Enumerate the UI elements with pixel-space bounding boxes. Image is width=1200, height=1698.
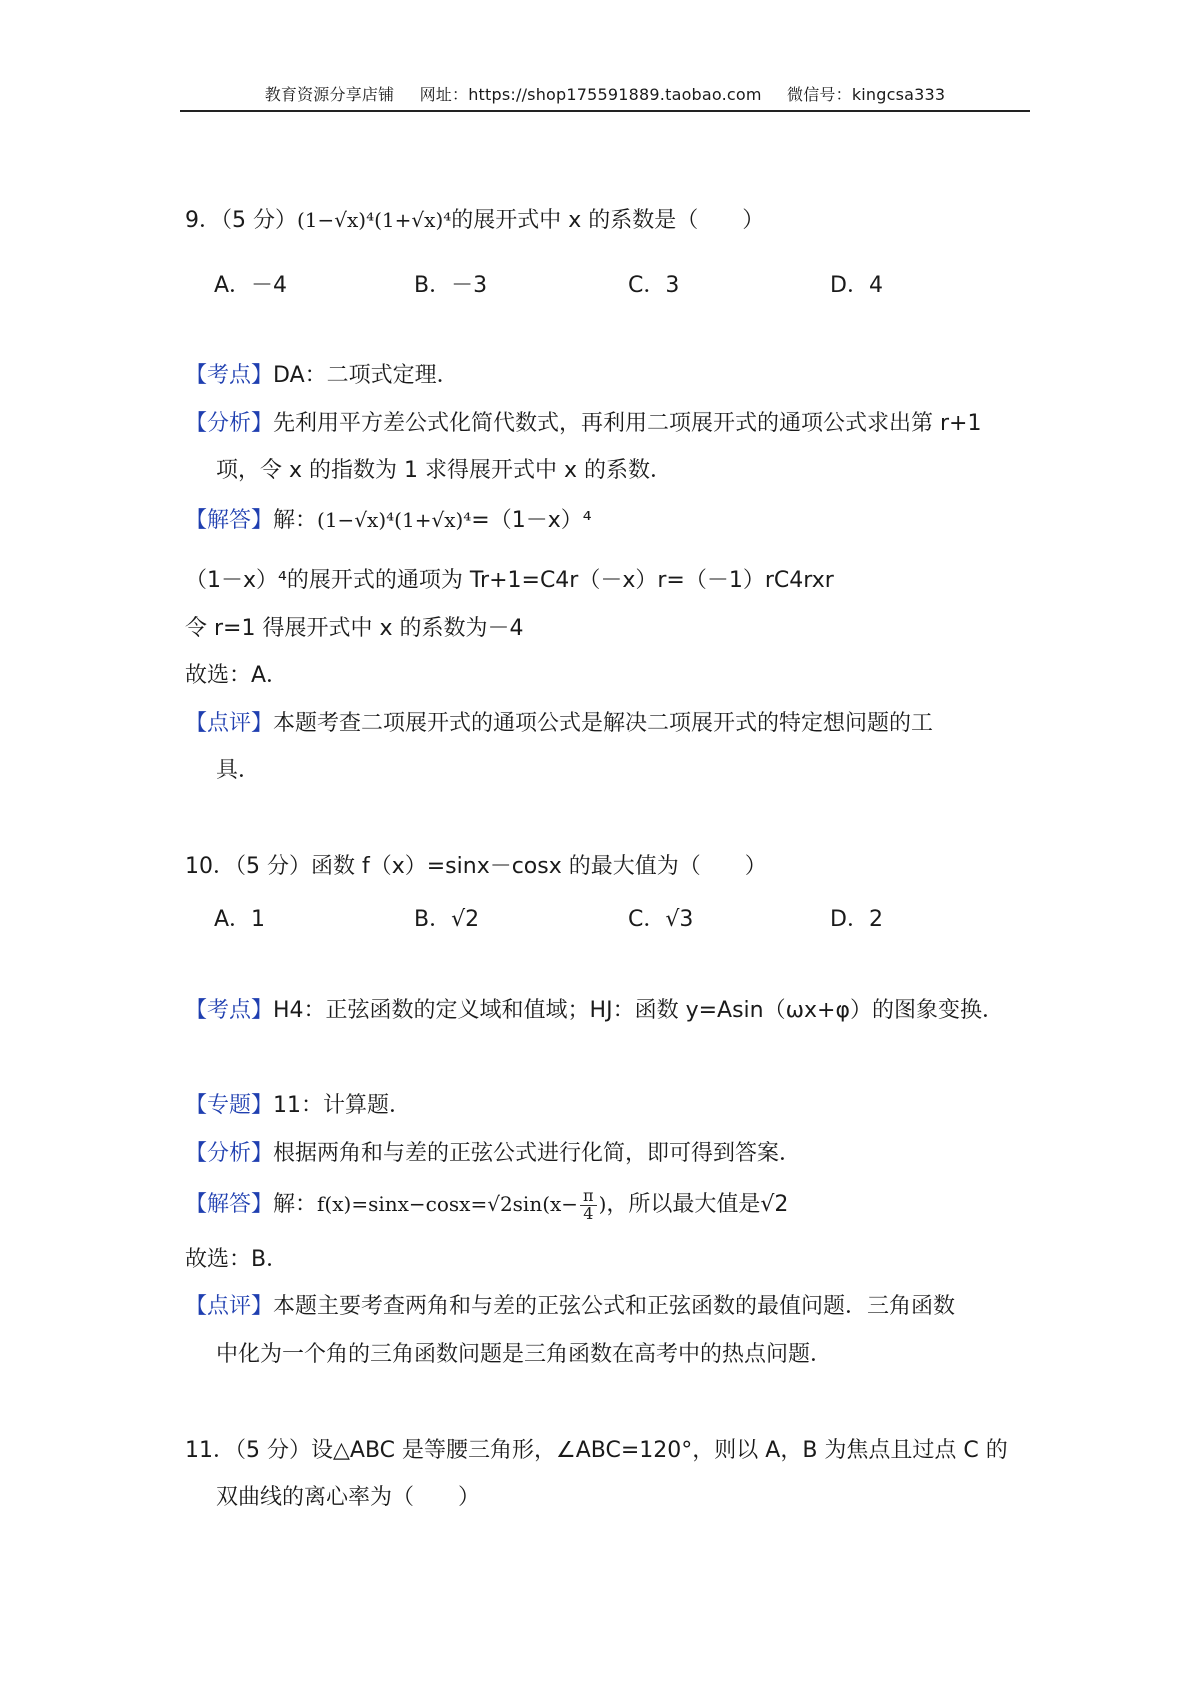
q10-option-a: A．1 xyxy=(214,907,266,932)
q9-jieda: 【解答】解：(1−√x)⁴(1+√x)⁴=（1－x）⁴ xyxy=(185,508,592,533)
q10-option-c: C．√3 xyxy=(628,907,694,932)
q10-option-b: B．√2 xyxy=(414,907,480,932)
q9-option-a: A．－4 xyxy=(214,273,288,298)
q10-stem: 10．（5 分）函数 f（x）=sinx－cosx 的最大值为（ ） xyxy=(185,854,767,879)
q9-fenxi: 【分析】先利用平方差公式化简代数式，再利用二项展开式的通项公式求出第 r+1 xyxy=(185,411,982,436)
q10-zhuanti: 【专题】11：计算题． xyxy=(185,1093,412,1118)
wechat-id: 微信号：kingcsa333 xyxy=(787,85,946,104)
q10-answer: 故选：B． xyxy=(185,1247,289,1272)
q9-dianping-cont: 具． xyxy=(216,758,261,783)
header-divider xyxy=(180,110,1030,112)
q9-jieda-general-term: （1－x）⁴的展开式的通项为 Tr+1=C4r（－x）r=（－1）rC4rxr xyxy=(185,568,834,593)
q9-stem: 9．（5 分）(1−√x)⁴(1+√x)⁴的展开式中 x 的系数是（ ） xyxy=(185,208,765,233)
q9-answer: 故选：A． xyxy=(185,663,289,688)
shop-name: 教育资源分享店铺 xyxy=(264,85,395,104)
q9-option-b: B．－3 xyxy=(414,273,488,298)
q9-option-d: D．4 xyxy=(830,273,883,298)
q10-dianping-cont: 中化为一个角的三角函数问题是三角函数在高考中的热点问题． xyxy=(216,1342,833,1367)
q9-dianping: 【点评】本题考查二项展开式的通项公式是解决二项展开式的特定想问题的工 xyxy=(185,711,934,736)
q11-stem-cont: 双曲线的离心率为（ ） xyxy=(216,1485,481,1510)
q9-kaodian: 【考点】DA：二项式定理． xyxy=(185,363,459,388)
page-header xyxy=(180,82,1030,105)
q9-jieda-coefficient: 令 r=1 得展开式中 x 的系数为－4 xyxy=(185,616,524,641)
q10-jieda: 【解答】解：f(x)=sinx−cosx=√2sin(x− $\frac{\pi}{4}$ )，所以最大值是√2 xyxy=(185,1186,789,1223)
q10-kaodian: 【考点】H4：正弦函数的定义域和值域；HJ：函数 y=Asin（ωx+φ）的图象变换． xyxy=(185,998,1004,1023)
q10-formula: f(x)=sinx−cosx=√2sin(x− $\frac{\pi}{4}$ ) xyxy=(317,1186,607,1223)
site-url: 网址：https://shop175591889.taobao.com xyxy=(419,85,762,104)
pi-over-4-fraction: $\frac{\pi}{4}$ xyxy=(580,1188,597,1223)
q9-fenxi-cont: 项，令 x 的指数为 1 求得展开式中 x 的系数． xyxy=(216,458,672,483)
q10-dianping: 【点评】本题主要考查两角和与差的正弦公式和正弦函数的最值问题．三角函数 xyxy=(185,1294,956,1319)
q9-expression: (1−√x)⁴(1+√x)⁴ xyxy=(297,208,452,232)
q9-option-c: C．3 xyxy=(628,273,680,298)
q10-fenxi: 【分析】根据两角和与差的正弦公式进行化简，即可得到答案． xyxy=(185,1141,802,1166)
q10-option-d: D．2 xyxy=(830,907,883,932)
q11-stem: 11．（5 分）设△ABC 是等腰三角形，∠ABC=120°，则以 A，B 为焦点且过点 C 的 xyxy=(185,1438,1008,1463)
